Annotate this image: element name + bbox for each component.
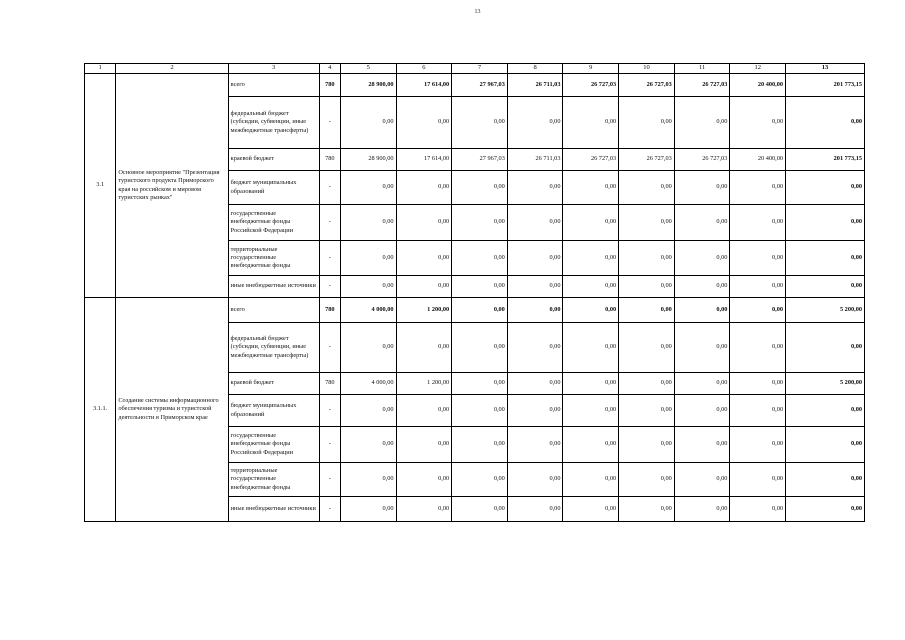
year-value: 0,00 (619, 497, 675, 522)
year-value: 1 200,00 (396, 298, 452, 323)
total-value: 0,00 (786, 276, 865, 298)
year-value: 28 900,00 (340, 149, 396, 171)
year-value: 0,00 (563, 241, 619, 276)
total-value: 0,00 (786, 171, 865, 205)
year-value: 0,00 (507, 171, 563, 205)
year-value: 0,00 (396, 497, 452, 522)
year-value: 0,00 (730, 205, 786, 241)
total-value: 0,00 (786, 205, 865, 241)
year-value: 0,00 (452, 323, 508, 373)
year-value: 0,00 (340, 395, 396, 427)
year-value: 0,00 (507, 298, 563, 323)
header-cell: 1 (85, 64, 116, 74)
year-value: 0,00 (340, 171, 396, 205)
year-value: 0,00 (396, 463, 452, 497)
funding-source: краевой бюджет (228, 149, 319, 171)
funding-source: иные внебюджетные источники (228, 276, 319, 298)
header-cell: 9 (563, 64, 619, 74)
total-value: 0,00 (786, 497, 865, 522)
year-value: 0,00 (674, 373, 730, 395)
year-value: 0,00 (340, 241, 396, 276)
year-value: 0,00 (730, 276, 786, 298)
year-value: 0,00 (730, 373, 786, 395)
funding-source: всего (228, 298, 319, 323)
total-value: 0,00 (786, 463, 865, 497)
grbs-code: - (319, 395, 340, 427)
header-cell: 10 (619, 64, 675, 74)
year-value: 0,00 (619, 373, 675, 395)
table-header (85, 64, 865, 74)
total-value: 5 200,00 (786, 298, 865, 323)
year-value: 0,00 (730, 171, 786, 205)
section-code: 3.1 (85, 74, 116, 298)
year-value: 0,00 (563, 463, 619, 497)
year-value: 0,00 (452, 205, 508, 241)
year-value: 0,00 (674, 276, 730, 298)
year-value: 0,00 (674, 241, 730, 276)
year-value: 0,00 (340, 323, 396, 373)
year-value: 0,00 (730, 241, 786, 276)
section-title: Основное мероприятие "Презентация туристского продукта Приморского края на российском и мировом туристских рынках" (116, 74, 228, 298)
grbs-code: - (319, 427, 340, 463)
year-value: 27 967,03 (452, 74, 508, 97)
funding-source: иные внебюджетные источники (228, 497, 319, 522)
year-value: 0,00 (563, 171, 619, 205)
year-value: 0,00 (674, 205, 730, 241)
year-value: 0,00 (396, 171, 452, 205)
year-value: 26 711,03 (507, 149, 563, 171)
year-value: 20 400,00 (730, 149, 786, 171)
year-value: 4 000,00 (340, 298, 396, 323)
year-value: 20 400,00 (730, 74, 786, 97)
year-value: 28 900,00 (340, 74, 396, 97)
funding-source: бюджет муниципальных образований (228, 171, 319, 205)
year-value: 17 614,00 (396, 74, 452, 97)
year-value: 0,00 (396, 241, 452, 276)
year-value: 0,00 (396, 395, 452, 427)
header-cell: 11 (674, 64, 730, 74)
header-cell: 12 (730, 64, 786, 74)
year-value: 0,00 (563, 97, 619, 149)
year-value: 0,00 (340, 97, 396, 149)
year-value: 0,00 (507, 427, 563, 463)
total-value: 0,00 (786, 97, 865, 149)
grbs-code: - (319, 241, 340, 276)
year-value: 0,00 (340, 205, 396, 241)
year-value: 0,00 (619, 97, 675, 149)
header-cell: 2 (116, 64, 228, 74)
total-value: 0,00 (786, 427, 865, 463)
grbs-code: 780 (319, 74, 340, 97)
year-value: 0,00 (452, 395, 508, 427)
year-value: 0,00 (619, 427, 675, 463)
funding-source: федеральный бюджет (субсидии, субвенции, иные межбюджетные трансферты) (228, 97, 319, 149)
year-value: 0,00 (674, 323, 730, 373)
year-value: 0,00 (396, 205, 452, 241)
year-value: 0,00 (619, 395, 675, 427)
page-number: 13 (474, 9, 481, 15)
year-value: 0,00 (452, 298, 508, 323)
year-value: 0,00 (730, 497, 786, 522)
year-value: 0,00 (507, 205, 563, 241)
year-value: 0,00 (563, 205, 619, 241)
grbs-code: - (319, 97, 340, 149)
year-value: 0,00 (563, 497, 619, 522)
year-value: 26 727,03 (674, 74, 730, 97)
year-value: 0,00 (507, 497, 563, 522)
funding-source: территориальные государственные внебюджетные фонды (228, 463, 319, 497)
year-value: 0,00 (563, 276, 619, 298)
total-value: 0,00 (786, 395, 865, 427)
grbs-code: - (319, 276, 340, 298)
year-value: 0,00 (396, 97, 452, 149)
header-row (85, 64, 865, 74)
year-value: 0,00 (507, 463, 563, 497)
year-value: 0,00 (730, 427, 786, 463)
grbs-code: 780 (319, 373, 340, 395)
year-value: 0,00 (619, 205, 675, 241)
year-value: 0,00 (730, 395, 786, 427)
year-value: 0,00 (452, 373, 508, 395)
year-value: 0,00 (452, 463, 508, 497)
grbs-code: - (319, 497, 340, 522)
funding-source: государственные внебюджетные фонды Российской Федерации (228, 427, 319, 463)
year-value: 0,00 (674, 497, 730, 522)
year-value: 4 000,00 (340, 373, 396, 395)
funding-source: территориальные государственные внебюджетные фонды (228, 241, 319, 276)
total-value: 0,00 (786, 241, 865, 276)
header-cell: 6 (396, 64, 452, 74)
funding-source: бюджет муниципальных образований (228, 395, 319, 427)
table-body (85, 74, 865, 522)
grbs-code: - (319, 205, 340, 241)
year-value: 0,00 (563, 373, 619, 395)
year-value: 0,00 (730, 463, 786, 497)
year-value: 0,00 (396, 276, 452, 298)
funding-source: краевой бюджет (228, 373, 319, 395)
year-value: 0,00 (452, 497, 508, 522)
year-value: 26 727,03 (674, 149, 730, 171)
year-value: 0,00 (563, 427, 619, 463)
year-value: 0,00 (340, 427, 396, 463)
table-row (85, 74, 865, 97)
year-value: 26 727,03 (619, 149, 675, 171)
year-value: 0,00 (619, 171, 675, 205)
year-value: 0,00 (619, 276, 675, 298)
header-cell: 13 (786, 64, 865, 74)
year-value: 0,00 (674, 171, 730, 205)
year-value: 1 200,00 (396, 373, 452, 395)
year-value: 0,00 (619, 463, 675, 497)
year-value: 0,00 (619, 298, 675, 323)
total-value: 201 773,15 (786, 74, 865, 97)
funding-source: государственные внебюджетные фонды Российской Федерации (228, 205, 319, 241)
year-value: 0,00 (563, 395, 619, 427)
header-cell: 5 (340, 64, 396, 74)
grbs-code: - (319, 323, 340, 373)
table-row (85, 298, 865, 323)
year-value: 0,00 (730, 298, 786, 323)
grbs-code: 780 (319, 298, 340, 323)
grbs-code: - (319, 171, 340, 205)
header-cell: 7 (452, 64, 508, 74)
year-value: 0,00 (563, 298, 619, 323)
header-cell: 4 (319, 64, 340, 74)
year-value: 26 711,03 (507, 74, 563, 97)
grbs-code: - (319, 463, 340, 497)
year-value: 0,00 (340, 497, 396, 522)
year-value: 0,00 (563, 323, 619, 373)
year-value: 17 614,00 (396, 149, 452, 171)
grbs-code: 780 (319, 149, 340, 171)
total-value: 0,00 (786, 323, 865, 373)
budget-table (84, 63, 865, 522)
year-value: 0,00 (507, 276, 563, 298)
year-value: 0,00 (340, 463, 396, 497)
year-value: 0,00 (674, 395, 730, 427)
year-value: 0,00 (674, 427, 730, 463)
total-value: 201 773,15 (786, 149, 865, 171)
year-value: 27 967,03 (452, 149, 508, 171)
year-value: 0,00 (507, 373, 563, 395)
year-value: 0,00 (396, 323, 452, 373)
year-value: 0,00 (452, 241, 508, 276)
year-value: 0,00 (452, 427, 508, 463)
year-value: 0,00 (674, 97, 730, 149)
year-value: 0,00 (452, 171, 508, 205)
year-value: 26 727,03 (563, 74, 619, 97)
year-value: 0,00 (396, 427, 452, 463)
year-value: 0,00 (507, 395, 563, 427)
total-value: 5 200,00 (786, 373, 865, 395)
year-value: 0,00 (619, 241, 675, 276)
year-value: 26 727,03 (619, 74, 675, 97)
year-value: 0,00 (674, 298, 730, 323)
year-value: 0,00 (730, 97, 786, 149)
funding-source: федеральный бюджет (субсидии, субвенции, иные межбюджетные трансферты) (228, 323, 319, 373)
year-value: 0,00 (507, 241, 563, 276)
header-cell: 3 (228, 64, 319, 74)
header-cell: 8 (507, 64, 563, 74)
year-value: 0,00 (507, 323, 563, 373)
year-value: 0,00 (674, 463, 730, 497)
section-title: Создание системы информационного обеспечения туризма и туристской деятельности в Приморском крае (116, 298, 228, 522)
year-value: 26 727,03 (563, 149, 619, 171)
funding-source: всего (228, 74, 319, 97)
year-value: 0,00 (452, 97, 508, 149)
year-value: 0,00 (619, 323, 675, 373)
year-value: 0,00 (507, 97, 563, 149)
year-value: 0,00 (452, 276, 508, 298)
section-code: 3.1.1. (85, 298, 116, 522)
year-value: 0,00 (730, 323, 786, 373)
year-value: 0,00 (340, 276, 396, 298)
